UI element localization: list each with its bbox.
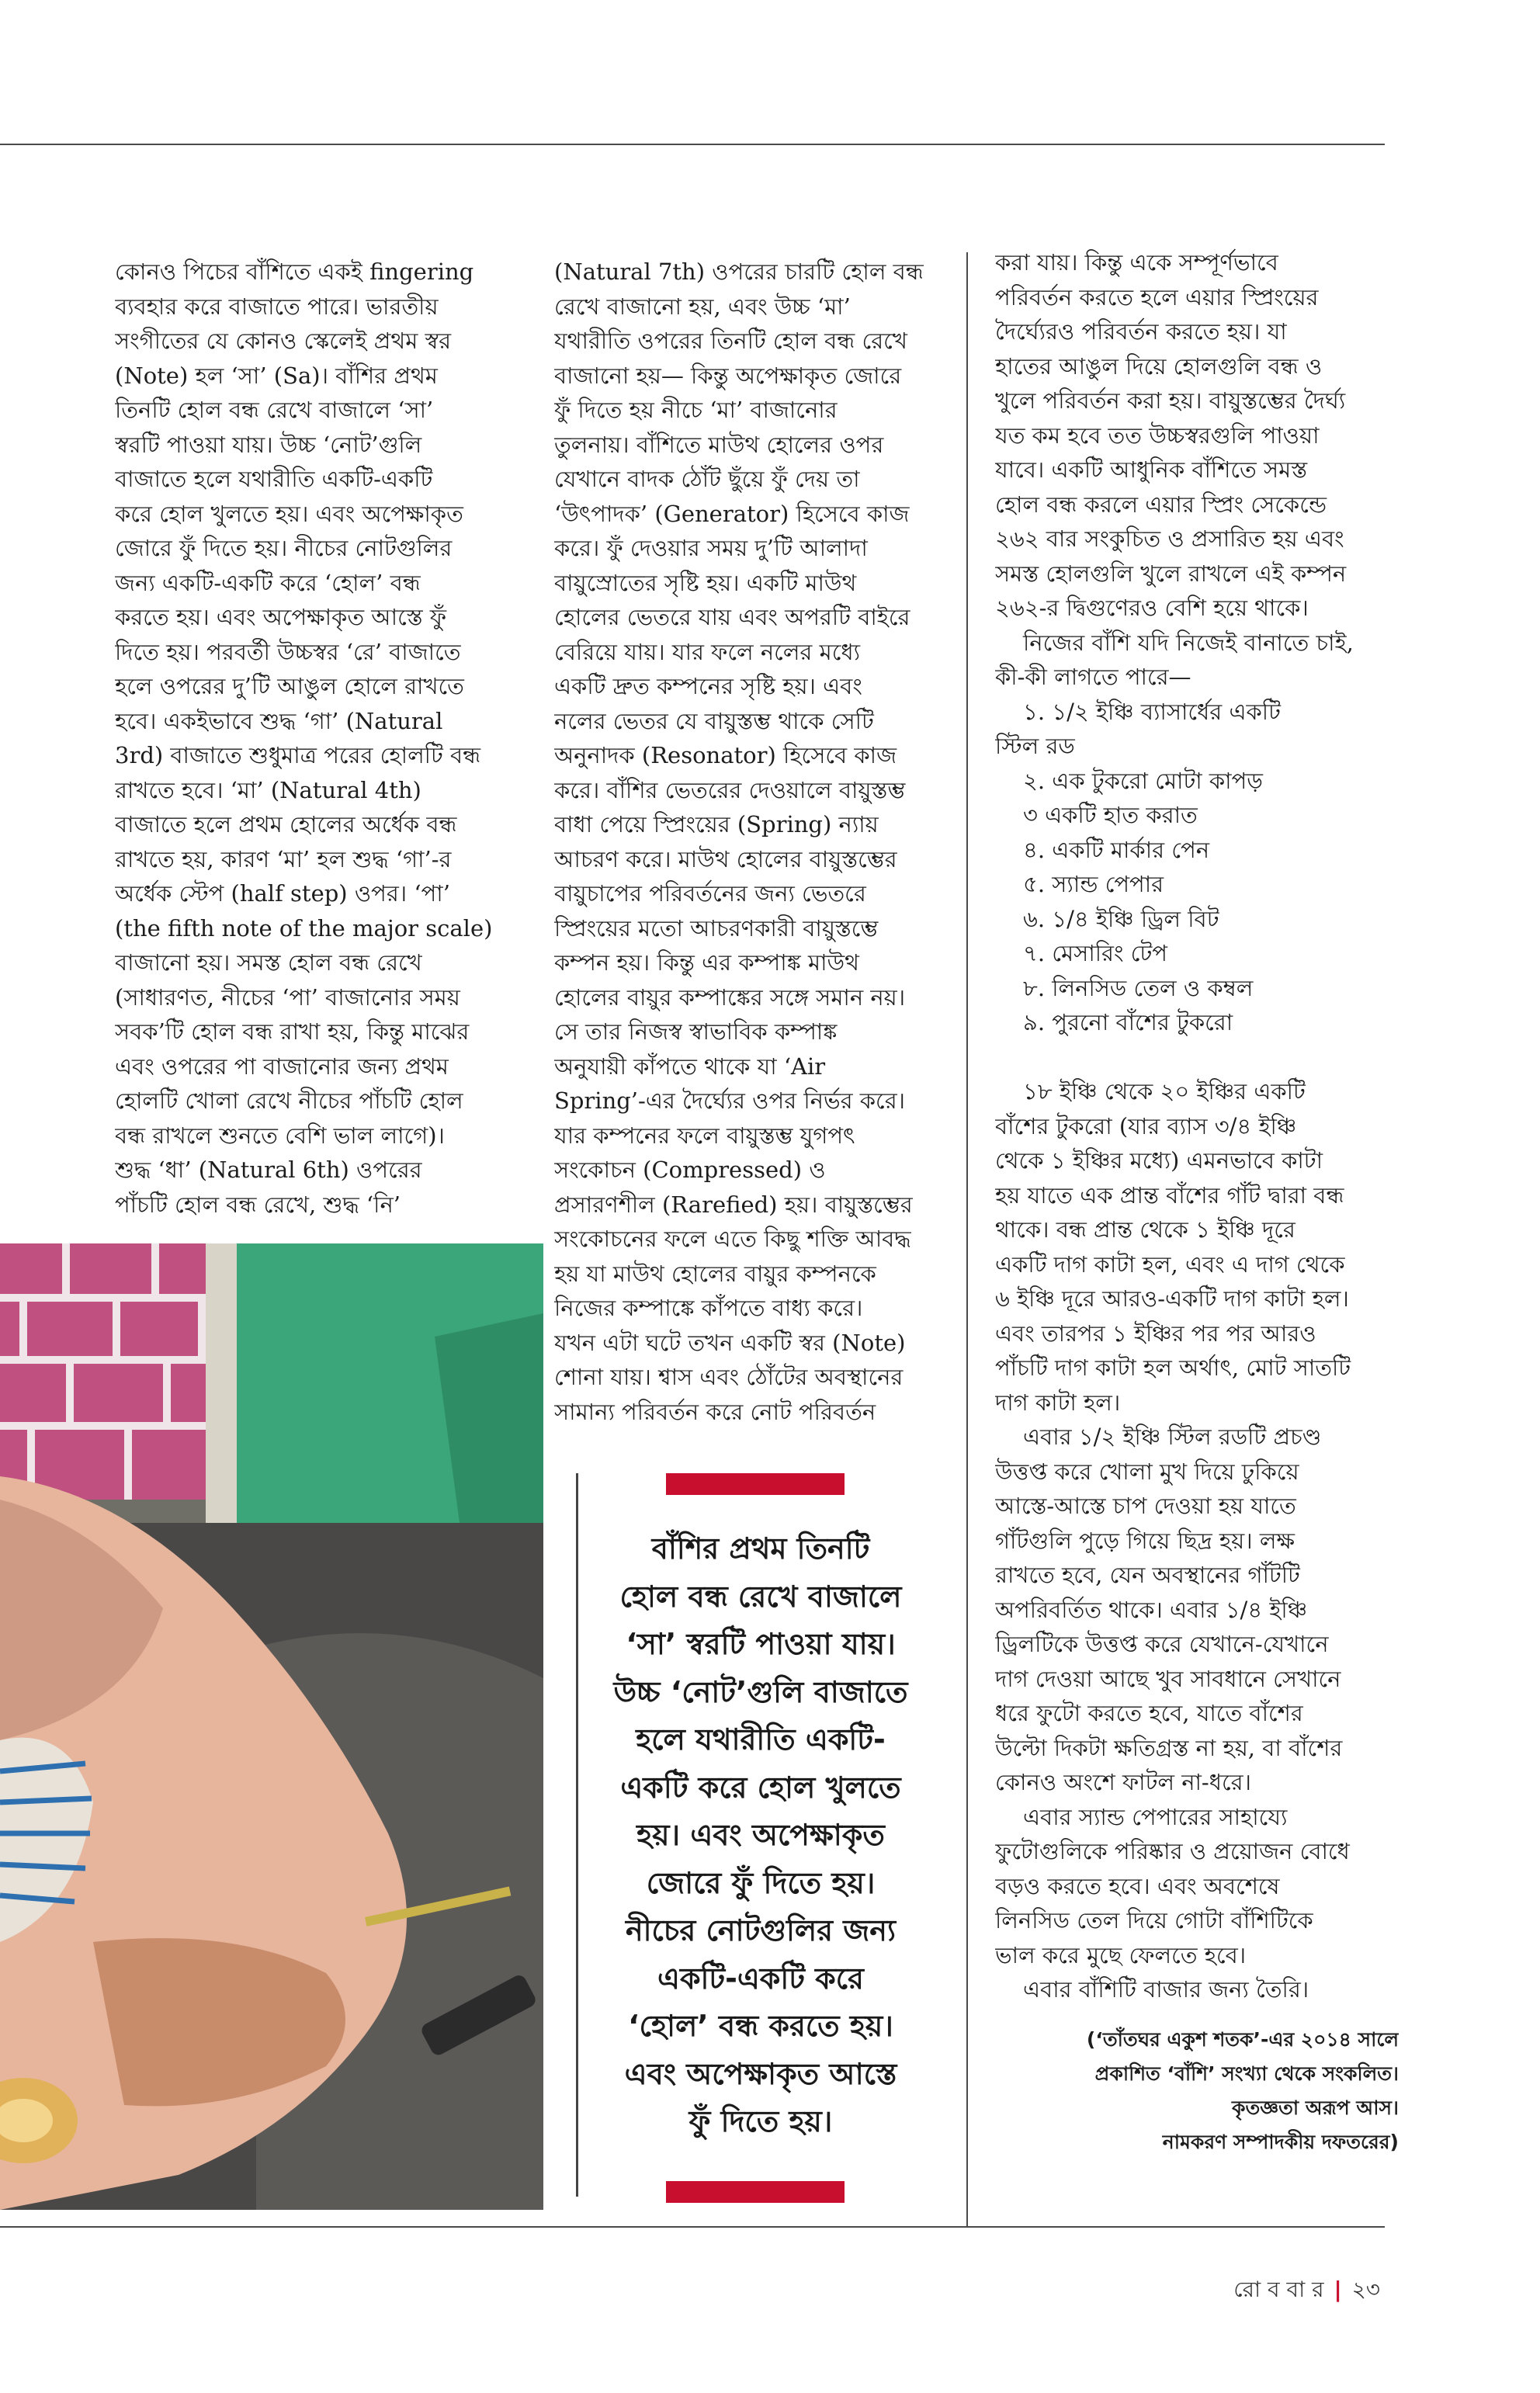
text-line: উল্টো দিকটা ক্ষতিগ্রস্ত না হয়, বা বাঁশের	[995, 1734, 1343, 1761]
text-line: ধরে ফুটো করতে হবে, যাতে বাঁশের	[995, 1700, 1303, 1726]
pull-quote-bottom-bar	[666, 2181, 845, 2203]
text-line: দিতে হয়। পরবর্তী উচ্চস্বর ‘রে’ বাজাতে	[115, 638, 461, 665]
list-item: ৯. পুরনো বাঁশের টুকরো	[1023, 1009, 1233, 1035]
text-line: গাঁটগুলি পুড়ে গিয়ে ছিদ্র হয়। লক্ষ	[995, 1527, 1295, 1554]
text-line: যাবে। একটি আধুনিক বাঁশিতে সমস্ত	[995, 456, 1308, 483]
materials-list	[995, 695, 1399, 1040]
text-line: রাখতে হবে। ‘মা’ (Natural 4th)	[115, 776, 421, 803]
text-line: যেখানে বাদক ঠোঁট ছুঁয়ে ফুঁ দেয় তা	[554, 466, 860, 492]
text-line: ২৬২-র দ্বিগুণেরও বেশি হয়ে থাকে।	[995, 595, 1309, 621]
pull-quote-top-bar	[666, 1473, 845, 1495]
text-line: উত্তপ্ত করে খোলা মুখ দিয়ে ঢুকিয়ে	[995, 1458, 1299, 1485]
text-line: হয় যাতে এক প্রান্ত বাঁশের গাঁট দ্বারা বন্ধ	[995, 1181, 1344, 1209]
pull-quote-line: হোল বন্ধ রেখে বাজালে	[619, 1579, 902, 1614]
text-line: হোলের বায়ুর কম্পাঙ্কের সঙ্গে সমান নয়।	[554, 983, 906, 1011]
text-line: সামান্য পরিবর্তন করে নোট পরিবর্তন	[554, 1398, 876, 1425]
list-item: ৩ একটি হাত করাত	[1023, 802, 1198, 828]
text-line: স্বরটি পাওয়া যায়। উচ্চ ‘নোট’গুলি	[115, 431, 422, 458]
text-line: আস্তে-আস্তে চাপ দেওয়া হয় যাতে	[995, 1493, 1296, 1519]
text-line: বন্ধ রাখলে শুনতে বেশি ভাল লাগে)।	[115, 1122, 445, 1149]
list-item: ২. এক টুকরো মোটা কাপড়	[1023, 767, 1263, 794]
text-line: লিনসিড তেল দিয়ে গোটা বাঁশিটিকে	[995, 1907, 1313, 1933]
text-line: হবে। একইভাবে শুদ্ধ ‘গা’ (Natural	[115, 707, 443, 734]
text-line: সবক’টি হোল বন্ধ রাখা হয়, কিন্তু মাঝের	[115, 1018, 470, 1045]
text-line: (সাধারণত, নীচের ‘পা’ বাজানোর সময়	[115, 983, 460, 1011]
text-line: (the fifth note of the major scale)	[115, 914, 493, 942]
text-line: দাগ দেওয়া আছে খুব সাবধানে সেখানে	[995, 1665, 1341, 1692]
text-line: এবং ওপরের পা বাজানোর জন্য প্রথম	[115, 1053, 449, 1080]
text-line: হাতের আঙুল দিয়ে হোলগুলি বন্ধ ও	[995, 352, 1323, 380]
pull-quote-line: একটি করে হোল খুলতে	[620, 1770, 901, 1805]
pull-quote-line: ‘সা’ স্বরটি পাওয়া যায়।	[626, 1627, 896, 1661]
article-column-3	[995, 245, 1399, 2159]
text-line: খুলে পরিবর্তন করা হয়। বায়ুস্তম্ভের দৈর্ঘ্য	[995, 387, 1346, 414]
text-line: থাকে। বন্ধ প্রান্ত থেকে ১ ইঞ্চি দূরে	[995, 1216, 1295, 1243]
text-line: নিজের বাঁশি যদি নিজেই বানাতে চাই,	[1023, 629, 1354, 656]
text-line: থেকে ১ ইঞ্চির মধ্যে) এমনভাবে কাটা	[995, 1147, 1323, 1174]
text-line: পাঁচটি দাগ কাটা হল অর্থাৎ, মোট সাতটি	[995, 1354, 1351, 1381]
text-line: এবার বাঁশিটি বাজার জন্য তৈরি।	[1023, 1976, 1309, 2003]
text-line: রাখতে হয়, কারণ ‘মা’ হল শুদ্ধ ‘গা’-র	[115, 845, 452, 872]
list-item: ৫. স্যান্ড পেপার	[1023, 871, 1164, 897]
text-line: অপরিবর্তিত থাকে। এবার ১/৪ ইঞ্চি	[995, 1596, 1308, 1623]
text-line: কোনও পিচের বাঁশিতে একই fingering	[115, 258, 474, 285]
text-line: যার কম্পনের ফলে বায়ুস্তম্ভ যুগপৎ	[554, 1122, 855, 1149]
pull-quote-line: ফুঁ দিতে হয়।	[688, 2104, 833, 2138]
text-line: জোরে ফুঁ দিতে হয়। নীচের নোটগুলির	[115, 535, 453, 561]
text-line: 3rd) বাজাতে শুধুমাত্র পরের হোলটি বন্ধ	[115, 742, 481, 768]
page-number: ২৩	[1351, 2277, 1380, 2302]
text-line: ফুঁ দিতে হয় নীচে ‘মা’ বাজানোর	[554, 397, 838, 423]
text-line: হয় যা মাউথ হোলের বায়ুর কম্পনকে	[554, 1260, 876, 1287]
text-line: শুদ্ধ ‘ধা’ (Natural 6th) ওপরের	[115, 1157, 422, 1183]
list-item: ৪. একটি মার্কার পেন	[1023, 836, 1210, 863]
text-line: হোলটি খোলা রেখে নীচের পাঁচটি হোল	[115, 1087, 463, 1114]
text-line: হোলের ভেতরে যায় এবং অপরটি বাইরে	[554, 604, 910, 630]
text-line: পরিবর্তন করতে হলে এয়ার স্প্রিংয়ের	[995, 283, 1319, 310]
text-line: একটি দাগ কাটা হল, এবং এ দাগ থেকে	[995, 1250, 1345, 1278]
text-line: অনুযায়ী কাঁপতে থাকে যা ‘Air	[554, 1053, 826, 1080]
text-line: যথারীতি ওপরের তিনটি হোল বন্ধ রেখে	[554, 328, 907, 354]
list-item: ৬. ১/৪ ইঞ্চি ড্রিল বিট	[1023, 905, 1219, 932]
text-line: যত কম হবে তত উচ্চস্বরগুলি পাওয়া	[995, 421, 1320, 449]
credit-line: প্রকাশিত ‘বাঁশি’ সংখ্যা থেকে সংকলিত।	[1094, 2062, 1399, 2085]
credit-line: (‘তাঁতঘর একুশ শতক’-এর ২০১৪ সালে	[1086, 2027, 1399, 2051]
pull-quote	[590, 1525, 931, 2146]
text-line: (Note) হল ‘সা’ (Sa)। বাঁশির প্রথম	[115, 362, 438, 389]
text-line: Spring’-এর দৈর্ঘ্যের ওপর নির্ভর করে।	[554, 1087, 906, 1114]
text-line: তুলনায়। বাঁশিতে মাউথ হোলের ওপর	[554, 431, 884, 458]
text-line: প্রসারণশীল (Rarefied) হয়। বায়ুস্তম্ভের	[554, 1191, 913, 1218]
pull-quote-line: ‘হোল’ বন্ধ করতে হয়।	[628, 2009, 893, 2043]
text-line: বাধা পেয়ে স্প্রিংয়ের (Spring) ন্যায়	[554, 811, 879, 838]
credit-line: নামকরণ সম্পাদকীয় দফতরের)	[1162, 2130, 1399, 2153]
text-line: সংকোচনের ফলে এতে কিছু শক্তি আবদ্ধ	[554, 1226, 911, 1252]
text-line: রেখে বাজানো হয়, এবং উচ্চ ‘মা’	[554, 293, 851, 320]
text-line: কোনও অংশে ফাটল না-ধরে।	[995, 1769, 1251, 1795]
list-item: স্টিল রড	[995, 733, 1075, 759]
text-line: এবার ১/২ ইঞ্চি স্টিল রডটি প্রচণ্ড	[1023, 1424, 1322, 1450]
text-line: তিনটি হোল বন্ধ রেখে বাজালে ‘সা’	[115, 397, 434, 423]
text-line: জন্য একটি-একটি করে ‘হোল’ বন্ধ	[115, 569, 421, 596]
text-line: বড়ও করতে হবে। এবং অবশেষে	[995, 1872, 1280, 1899]
text-line: ড্রিলটিকে উত্তপ্ত করে যেখানে-যেখানে	[995, 1631, 1329, 1657]
pull-quote-line: এবং অপেক্ষাকৃত আস্তে	[624, 2056, 897, 2091]
pull-quote-line: নীচের নোটগুলির জন্য	[625, 1913, 896, 1947]
text-line: নিজের কম্পাঙ্কে কাঁপতে বাধ্য করে।	[554, 1295, 863, 1321]
text-line: এবং তারপর ১ ইঞ্চির পর পর আরও	[995, 1320, 1316, 1347]
text-line: স্প্রিংয়ের মতো আচরণকারী বায়ুস্তম্ভে	[554, 914, 879, 942]
text-line: বাজাতে হলে প্রথম হোলের অর্ধেক বন্ধ	[115, 811, 457, 838]
text-line: করতে হয়। এবং অপেক্ষাকৃত আস্তে ফুঁ	[115, 604, 447, 630]
credits	[995, 2023, 1399, 2159]
text-line: ভাল করে মুছে ফেলতে হবে।	[995, 1941, 1247, 1968]
top-rule	[0, 144, 1385, 145]
column-divider	[966, 252, 968, 2228]
pull-quote-line: হয়। এবং অপেক্ষাকৃত	[636, 1818, 885, 1852]
pull-quote-line: হলে যথারীতি একটি-	[636, 1722, 886, 1757]
text-line: সে তার নিজস্ব স্বাভাবিক কম্পাঙ্ক	[554, 1018, 838, 1045]
text-line: কী-কী লাগতে পারে—	[995, 664, 1191, 690]
text-line: অনুনাদক (Resonator) হিসেবে কাজ	[554, 742, 897, 768]
text-line: করে। বাঁশির ভেতরের দেওয়ালে বায়ুস্তম্ভ	[554, 776, 906, 803]
text-line: বায়ুচাপের পরিবর্তনের জন্য ভেতরে	[554, 880, 866, 907]
text-line: ফুটোগুলিকে পরিষ্কার ও প্রয়োজন বোধে	[995, 1838, 1350, 1864]
list-item: ৮. লিনসিড তেল ও কম্বল	[1023, 974, 1254, 1001]
text-line: যখন এটা ঘটে তখন একটি স্বর (Note)	[554, 1329, 906, 1356]
text-line: ‘উৎপাদক’ (Generator) হিসেবে কাজ	[554, 500, 910, 527]
credit-line: কৃতজ্ঞতা অরূপ আস।	[1231, 2096, 1399, 2119]
text-line: দৈর্ঘ্যেরও পরিবর্তন করতে হয়। যা	[995, 318, 1287, 345]
text-line: বাজানো হয়। সমস্ত হোল বন্ধ রেখে	[115, 949, 422, 976]
text-line: আচরণ করে। মাউথ হোলের বায়ুস্তম্ভের	[554, 845, 897, 872]
text-line: বাজানো হয়— কিন্তু অপেক্ষাকৃত জোরে	[554, 362, 902, 389]
text-line: একটি দ্রুত কম্পনের সৃষ্টি হয়। এবং	[554, 673, 862, 699]
text-line: ব্যবহার করে বাজাতে পারে। ভারতীয়	[115, 293, 439, 320]
bottom-rule	[0, 2226, 1385, 2228]
text-line: (Natural 7th) ওপরের চারটি হোল বন্ধ	[554, 258, 924, 285]
text-line: ৬ ইঞ্চি দূরে আরও-একটি দাগ কাটা হল।	[995, 1285, 1349, 1312]
pull-quote-line: একটি-একটি করে	[657, 1961, 864, 1996]
magazine-name: রো ব বা র	[1233, 2277, 1324, 2302]
pull-quote-line: বাঁশির প্রথম তিনটি	[651, 1531, 870, 1566]
text-line: হলে ওপরের দু’টি আঙুল হোলে রাখতে	[115, 673, 464, 699]
text-line: বাজাতে হলে যথারীতি একটি-একটি	[115, 466, 433, 492]
list-item: ১. ১/২ ইঞ্চি ব্যাসার্ধের একটি	[1023, 698, 1281, 725]
text-line: ১৮ ইঞ্চি থেকে ২০ ইঞ্চির একটি	[1023, 1078, 1306, 1105]
text-line: বেরিয়ে যায়। যার ফলে নলের মধ্যে	[554, 638, 861, 665]
text-line: বাঁশের টুকরো (যার ব্যাস ৩/৪ ইঞ্চি	[995, 1112, 1297, 1139]
page-footer	[1232, 2273, 1382, 2309]
text-line: কম্পন হয়। কিন্তু এর কম্পাঙ্ক মাউথ	[554, 949, 859, 976]
text-line: রাখতে হবে, যেন অবস্থানের গাঁটটি	[995, 1562, 1300, 1588]
text-line: ২৬২ বার সংকুচিত ও প্রসারিত হয় এবং	[995, 525, 1344, 552]
article-column-1	[115, 255, 500, 1222]
text-line: এবার স্যান্ড পেপারের সাহায্যে	[1023, 1803, 1288, 1830]
text-line: শোনা যায়। শ্বাস এবং ঠোঁটের অবস্থানের	[554, 1364, 904, 1390]
text-line: বায়ুস্রোতের সৃষ্টি হয়। একটি মাউথ	[554, 569, 857, 596]
text-line: করে হোল খুলতে হয়। এবং অপেক্ষাকৃত	[115, 500, 463, 527]
footer-separator: |	[1334, 2277, 1342, 2302]
text-line: করা যায়। কিন্তু একে সম্পূর্ণভাবে	[995, 249, 1278, 276]
text-line: সংকোচন (Compressed) ও	[554, 1157, 826, 1183]
text-line: নলের ভেতর যে বায়ুস্তম্ভ থাকে সেটি	[554, 707, 874, 734]
text-line: হোল বন্ধ করলে এয়ার স্প্রিং সেকেন্ডে	[995, 491, 1327, 518]
text-line: সংগীতের যে কোনও স্কেলেই প্রথম স্বর	[115, 328, 452, 354]
article-column-2	[554, 255, 942, 1429]
list-item: ৭. মেসারিং টেপ	[1023, 940, 1167, 966]
text-line: দাগ কাটা হল।	[995, 1389, 1121, 1416]
text-line: অর্ধেক স্টেপ (half step) ওপর। ‘পা’	[115, 880, 450, 907]
text-line: করে। ফুঁ দেওয়ার সময় দু’টি আলাদা	[554, 535, 868, 561]
text-line: পাঁচটি হোল বন্ধ রেখে, শুদ্ধ ‘নি’	[115, 1191, 401, 1218]
flute-making-photo	[0, 1243, 543, 2210]
text-line: সমস্ত হোলগুলি খুলে রাখলে এই কম্পন	[995, 560, 1347, 587]
pull-quote-line: জোরে ফুঁ দিতে হয়।	[646, 1865, 876, 1900]
pull-quote-line: উচ্চ ‘নোট’গুলি বাজাতে	[613, 1674, 908, 1709]
